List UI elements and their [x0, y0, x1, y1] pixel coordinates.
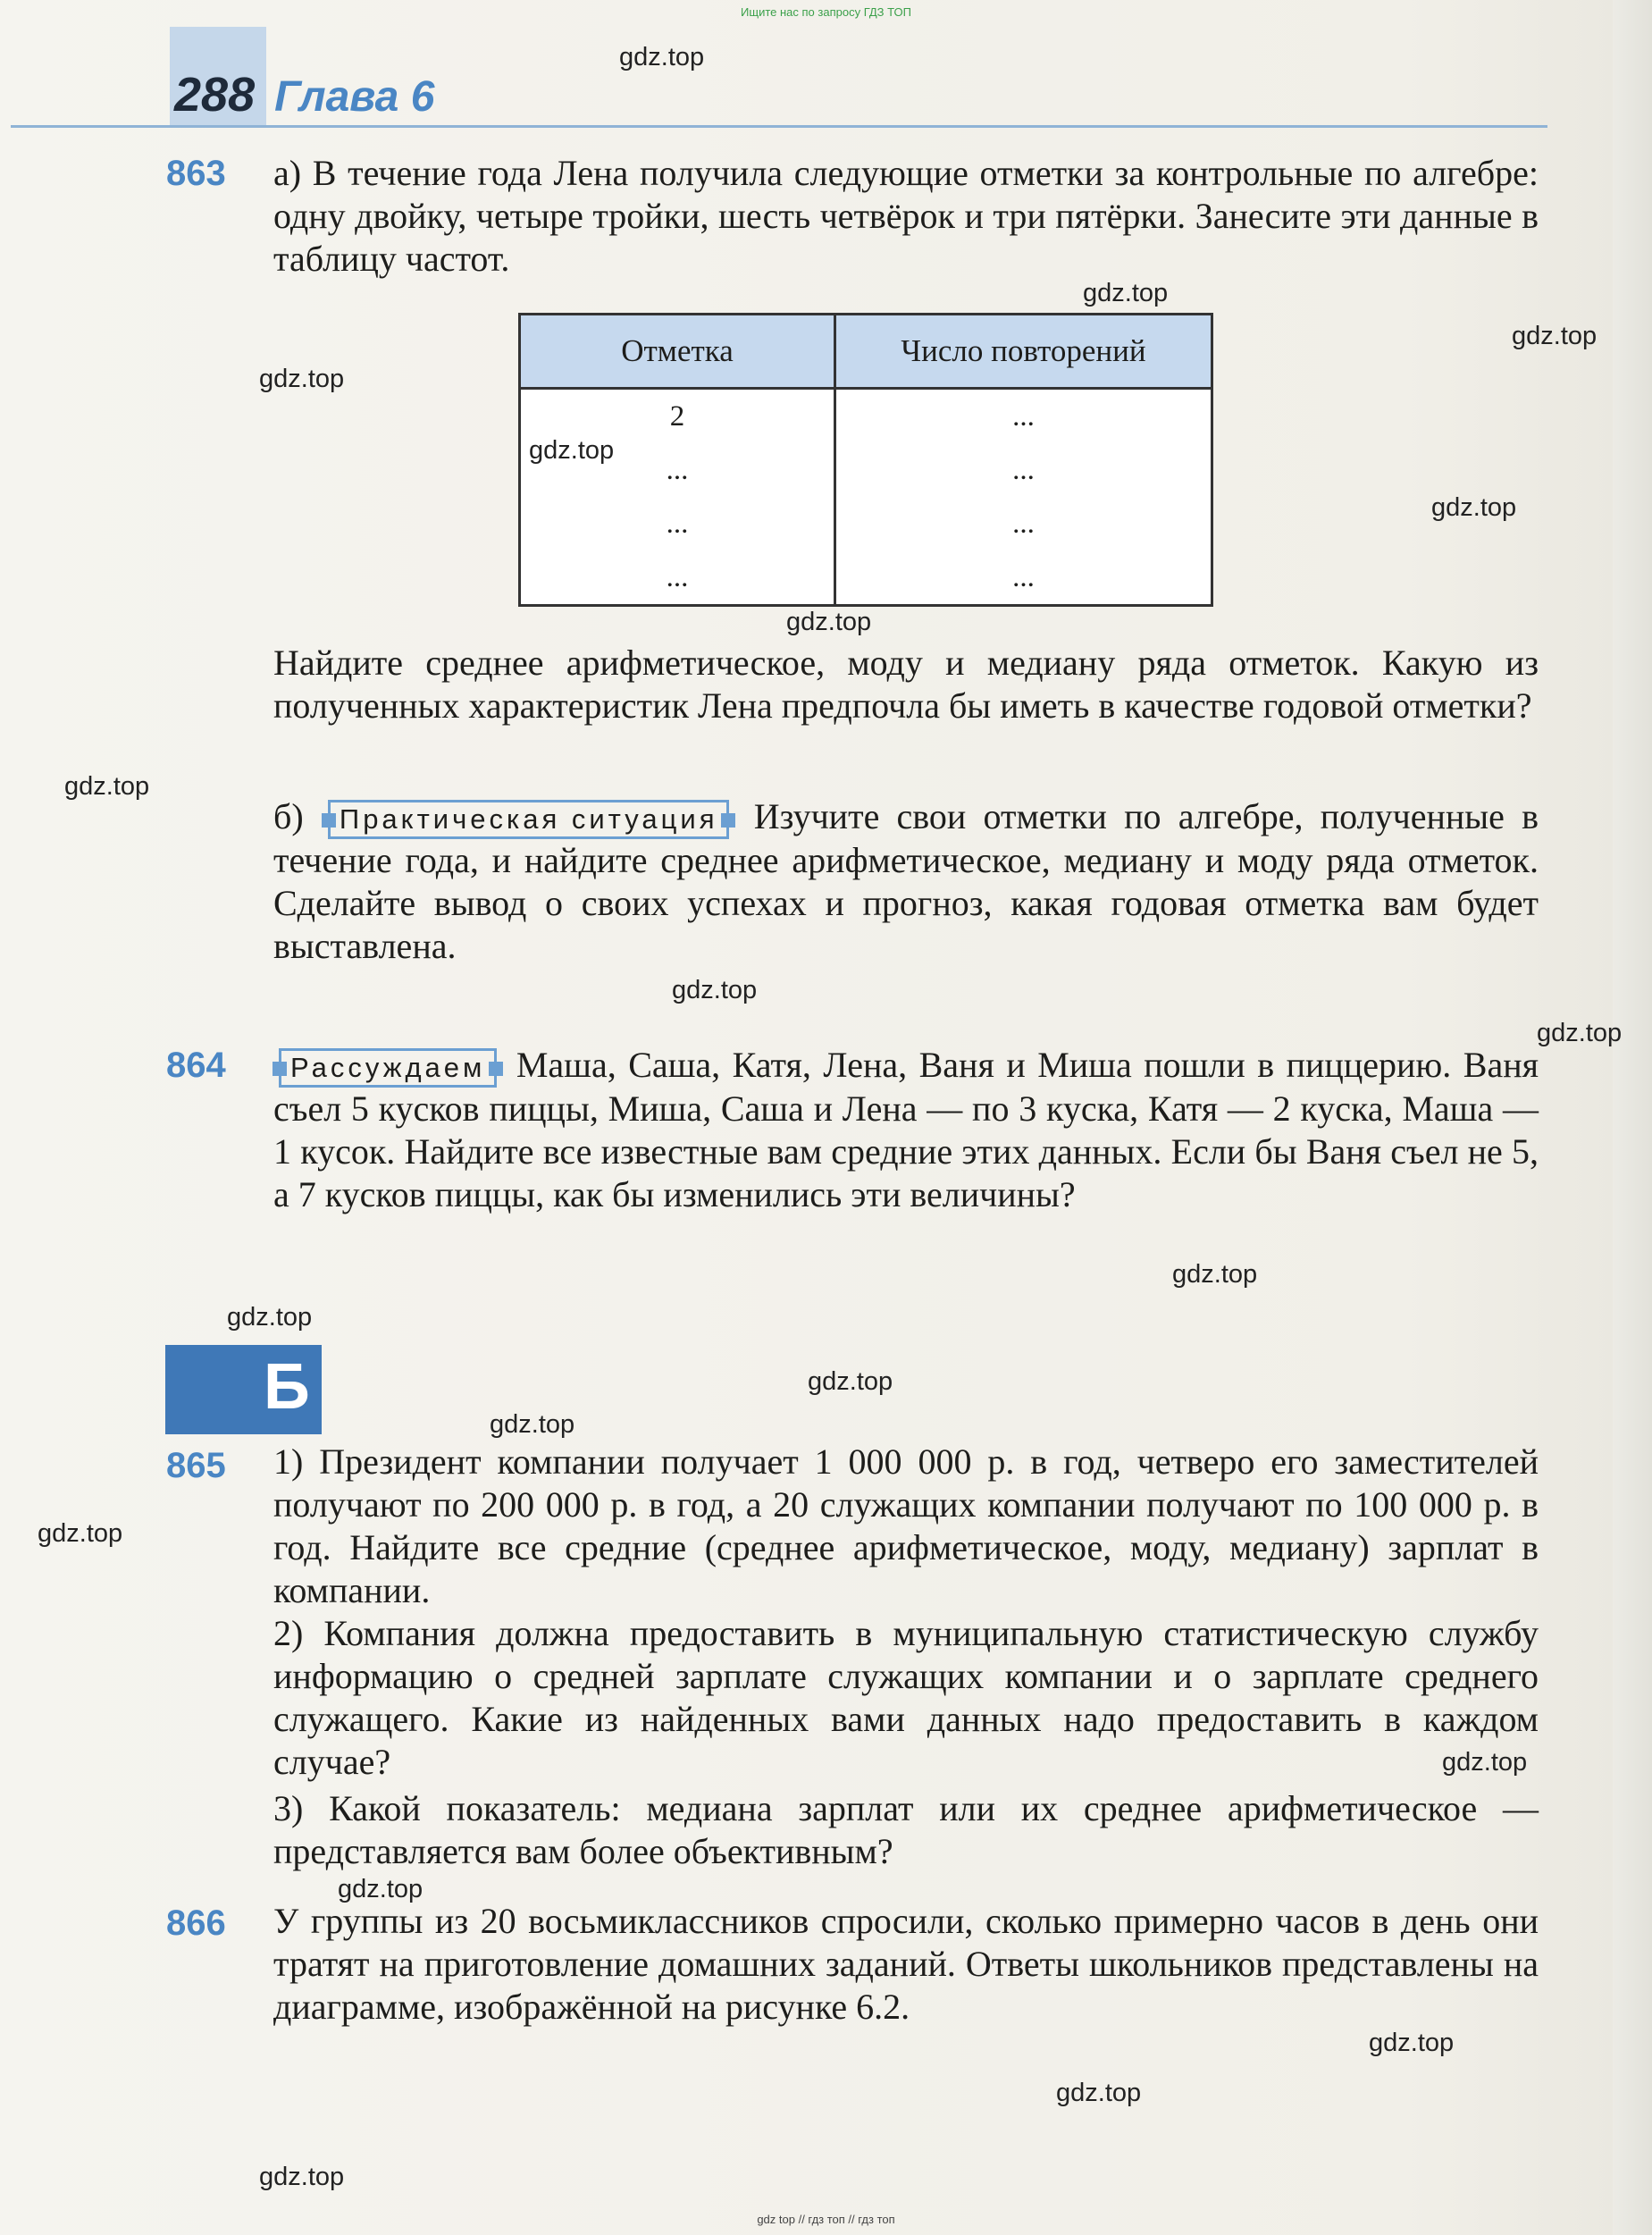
problem-865-part-2: 2) Компания должна предоставить в муниципальную статистическую службу информацию о средней зарплате служащих компании и о зарплате среднего служащего. Какие из найденных вами данных надо предоставить в каждом случае? — [273, 1613, 1539, 1782]
chapter-title: Глава 6 — [274, 73, 435, 121]
table-cell: ... — [521, 443, 836, 497]
table-header-row — [521, 315, 1211, 390]
watermark: gdz.top — [1083, 279, 1169, 307]
problem-number-866: 866 — [166, 1903, 226, 1943]
header-divider — [11, 125, 1547, 128]
table-row — [521, 497, 1211, 550]
bottom-note[interactable]: gdz top // гдз топ // гдз топ — [757, 2213, 895, 2226]
frequency-table — [518, 313, 1213, 607]
watermark: gdz.top — [808, 1367, 893, 1396]
page-number: 288 — [174, 68, 256, 122]
problem-864 — [273, 1044, 1539, 1216]
problem-866: У группы из 20 восьмиклассников спросили, сколько примерно часов в день они тратят на приготовление домашних заданий. Ответы школьников представлены на диаграмме, изображённой на рисунке 6.2. — [273, 1901, 1539, 2027]
watermark: gdz.top — [1512, 322, 1597, 350]
table-cell: ... — [521, 550, 836, 604]
watermark: gdz.top — [672, 976, 758, 1004]
watermark: gdz.top — [259, 2163, 345, 2191]
top-note[interactable]: Ищите нас по запросу ГДЗ ТОП — [741, 5, 911, 19]
watermark: gdz.top — [1172, 1260, 1258, 1289]
table-header-cell: Число повторений — [901, 333, 1146, 368]
watermark: gdz.top — [1537, 1019, 1623, 1047]
table-cell: ... — [1012, 454, 1035, 486]
page-edge — [1613, 0, 1652, 2235]
problem-863-part-b — [273, 795, 1539, 968]
page-header — [174, 67, 434, 130]
problem-number-864: 864 — [166, 1046, 226, 1085]
problem-864-text: Маша, Саша, Катя, Лена, Ваня и Миша пошли в пиццерию. Ваня съел 5 кусков пиццы, Миша, Саша и Лена — по 3 куска, Катя — 2 куска, Маша — 1 кусок. Найдите все известные вам средние этих данных. Если бы Ваня съел не 5, а 7 кусков пиццы, как бы изменились эти величины? — [273, 1045, 1539, 1214]
watermark: gdz.top — [619, 43, 705, 71]
table-header-cell: Отметка — [521, 315, 836, 387]
table-cell: ... — [521, 497, 836, 550]
watermark: gdz.top — [1442, 1748, 1528, 1777]
watermark: gdz.top — [227, 1303, 313, 1332]
table-row — [521, 390, 1211, 443]
watermark: gdz.top — [1369, 2029, 1455, 2057]
watermark: gdz.top — [490, 1410, 575, 1439]
practical-situation-tag: Практическая ситуация — [328, 800, 730, 839]
part-b-label: б) — [273, 796, 304, 836]
reasoning-tag: Рассуждаем — [279, 1048, 497, 1088]
watermark: gdz.top — [529, 436, 615, 465]
problem-865-part-3: 3) Какой показатель: медиана зарплат или их среднее арифметическое — представляется вам более объективным? — [273, 1788, 1539, 1871]
problem-865-part-1: 1) Президент компании получает 1 000 000 р. в год, четверо его заместителей получают по 200 000 р. в год, а 20 служащих компании получают по 100 000 р. в год. Найдите все средние (среднее арифметическое, моду, медиану) зарплат в компании. — [273, 1441, 1539, 1610]
watermark: gdz.top — [1056, 2079, 1142, 2107]
problem-863-question: Найдите среднее арифметическое, моду и медиану ряда отметок. Какую из полученных характеристик Лена предпочла бы иметь в качестве годовой отметки? — [273, 643, 1539, 726]
table-cell: ... — [1012, 561, 1035, 593]
problem-number-865: 865 — [166, 1446, 226, 1485]
section-b-letter: Б — [264, 1351, 310, 1423]
problem-863-part-a: а) В течение года Лена получила следующие отметки за контрольные по алгебре: одну двойку, четыре тройки, шесть четвёрок и три пятёрки. Занесите эти данные в таблицу частот. — [273, 153, 1539, 279]
part-b-text: Изучите свои отметки по алгебре, полученные в течение года, и найдите среднее арифметическое, медиану и моду ряда отметок. Сделайте вывод о своих успехах и прогноз, какая годовая отметка вам будет выставлена. — [273, 796, 1539, 966]
table-cell: ... — [1012, 508, 1035, 540]
table-cell: ... — [1012, 400, 1035, 433]
watermark: gdz.top — [64, 772, 150, 801]
watermark: gdz.top — [338, 1875, 423, 1903]
watermark: gdz.top — [1431, 493, 1517, 522]
watermark: gdz.top — [38, 1519, 123, 1548]
watermark: gdz.top — [259, 365, 345, 393]
section-b-label — [165, 1345, 322, 1434]
problem-number-863: 863 — [166, 154, 226, 193]
table-row — [521, 443, 1211, 497]
table-cell: 2 — [521, 390, 836, 443]
table-row — [521, 550, 1211, 604]
watermark: gdz.top — [786, 608, 872, 636]
table-body — [521, 390, 1211, 604]
